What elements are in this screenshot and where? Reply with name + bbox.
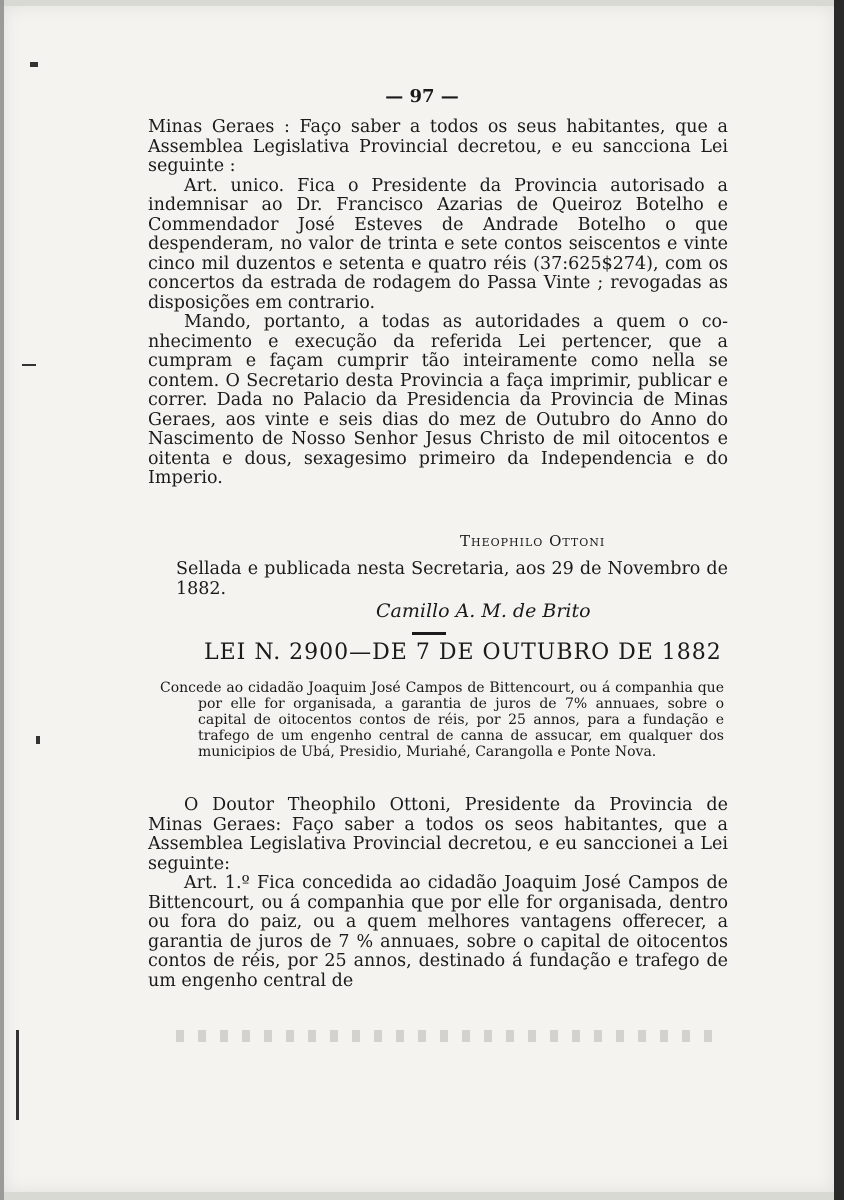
ink-mark <box>36 736 40 744</box>
page-number: — 97 — <box>385 86 459 107</box>
paragraph: Mando, portanto, a todas as autoridades a quem o conhecimento e execução da referida Lei pertencer, que a cumpram e façam cumprir tão inteiramente como nella se contem. O Secretario desta Provincia a faça imprimir, publicar e correr. Dada no Palacio da Presidencia da Provincia de Minas Geraes, aos vinte e seis dias do mez de Outubro do Anno do Nascimento de Nosso Senhor Jesus Christo de mil oitocentos e oitenta e dous, sexagesimo primeiro da Independencia e do Imperio. <box>148 312 728 488</box>
ink-mark <box>30 62 38 67</box>
paragraph: Art. unico. Fica o Presidente da Provincia autorisado a indemnisar ao Dr. Francisco Azarias de Queiroz Botelho e Commendador José Esteves de Andrade Botelho o que despenderam, no valor de trinta e sete contos seiscentos e vinte cinco mil duzentos e setenta e quatro réis (37:625$274), com os concertos da estrada de rodagem do Passa Vinte ; revogadas as disposições em contrario. <box>148 175 728 313</box>
law-summary <box>160 680 724 760</box>
sealed-note: Sellada e publicada nesta Secretaria, aos 29 de Novembro de 1882. <box>176 559 728 599</box>
separator-rule <box>412 632 446 635</box>
paragraph: Minas Geraes : Faço saber a todos os seus habitantes, que a Assemblea Legislativa Provincial decretou, e eu sancciona Lei seguinte : <box>148 117 728 176</box>
scan-right-edge <box>834 0 844 1200</box>
faint-line <box>176 1030 720 1042</box>
paragraph: O Doutor Theophilo Ottoni, Presidente da Provincia de Minas Geraes: Faço saber a todos os seos habitantes, que a Assemblea Legislativa Provincial decretou, e eu sanccionei a Lei seguinte: <box>148 795 728 874</box>
signature-camillo: Camillo A. M. de Brito <box>376 600 591 622</box>
signature-theophilo: Theophilo Ottoni <box>460 532 606 550</box>
summary-text: Concede ao cidadão Joaquim José Campos de Bittencourt, ou á companhia que por elle for organisada, a garantia de juros de 7% annuaes, sobre o capital de oitocentos contos de réis, por 25 annos, para a fundação e trafego de um engenho central de canna de assucar, em qualquer dos municipios de Ubá, Presidio, Muriahé, Carangolla e Ponte Nova. <box>160 680 724 760</box>
ink-mark <box>22 364 36 366</box>
text-section-2 <box>148 796 728 991</box>
paragraph: Art. 1.º Fica concedida ao cidadão Joaquim José Campos de Bittencourt, ou á companhia que por elle for organisada, dentro ou fora do paiz, ou a quem melhores vantagens offerecer, a garantia de juros de 7 % annuaes, sobre o capital de oitocentos contos de réis, por 25 annos, destinado á fundação e trafego de um engenho central de <box>148 873 728 991</box>
text-section-1 <box>148 118 728 489</box>
law-title: LEI N. 2900—DE 7 DE OUTUBRO DE 1882 <box>204 640 722 665</box>
binding-mark <box>16 1030 19 1120</box>
